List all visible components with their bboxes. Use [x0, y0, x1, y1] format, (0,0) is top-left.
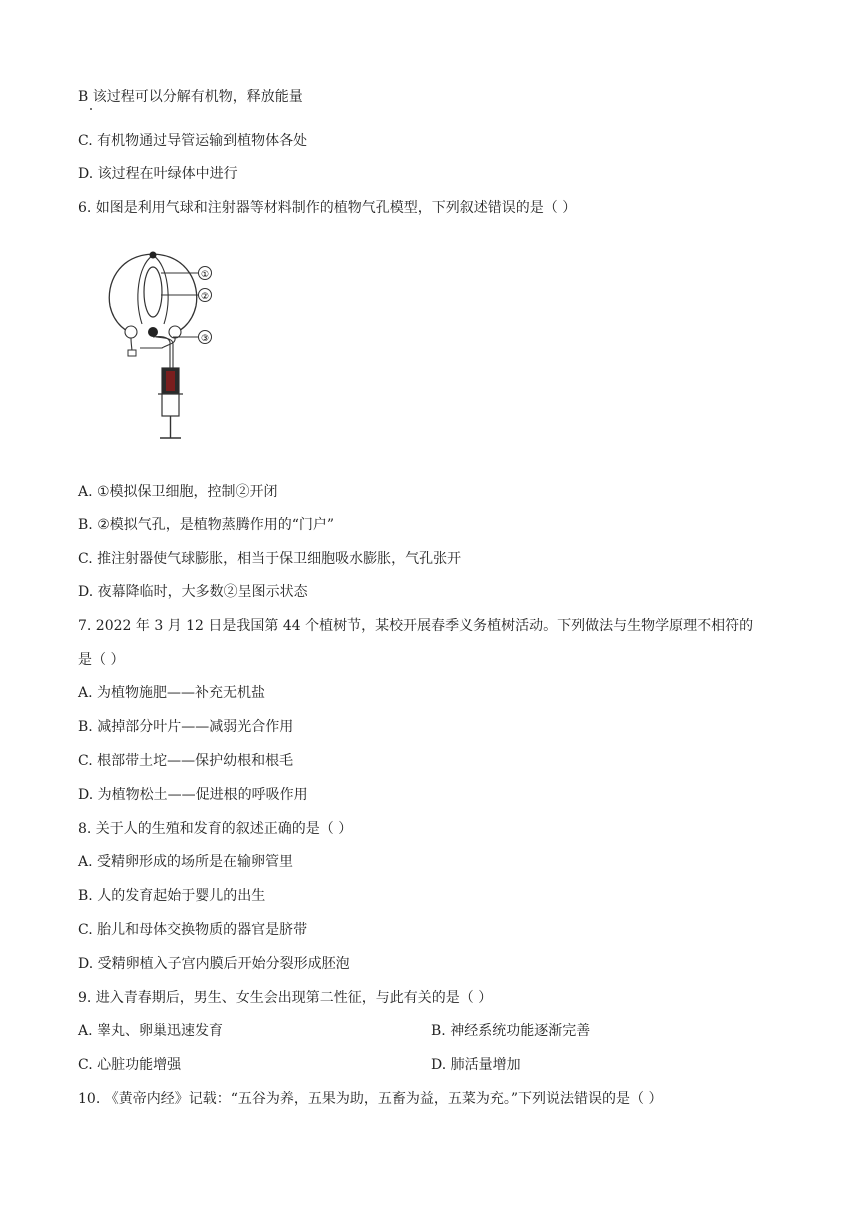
q7-stem-line1: 7. 2022 年 3 月 12 日是我国第 44 个植树节，某校开展春季义务植树活动。下列做法与生物学原理不相符的	[78, 618, 754, 634]
q5-option-c: C. 有机物通过导管运输到植物体各处	[78, 133, 308, 149]
q9-option-b: B. 神经系统功能逐渐完善	[431, 1023, 591, 1039]
q9-stem: 9. 进入青春期后，男生、女生会出现第二性征，与此有关的是（ ）	[78, 990, 493, 1006]
q8-option-d: D. 受精卵植入子宫内膜后开始分裂形成胚泡	[78, 956, 350, 972]
stomata-model-figure	[98, 244, 228, 444]
q6-option-c: C. 推注射器使气球膨胀，相当于保卫细胞吸水膨胀，气孔张开	[78, 551, 462, 567]
q5-option-d: D. 该过程在叶绿体中进行	[78, 166, 238, 182]
q5-option-b: B 该过程可以分解有机物，释放能量	[78, 89, 303, 105]
label-3: ③	[200, 334, 210, 344]
stray-dot	[90, 108, 92, 110]
q8-stem: 8. 关于人的生殖和发育的叙述正确的是（ ）	[78, 821, 353, 837]
q7-option-b: B. 减掉部分叶片——减弱光合作用	[78, 719, 294, 735]
q6-option-d: D. 夜幕降临时，大多数②呈图示状态	[78, 584, 308, 600]
q9-option-d: D. 肺活量增加	[431, 1057, 521, 1073]
q9-option-a: A. 睾丸、卵巢迅速发育	[78, 1023, 224, 1039]
q7-stem-line2: 是（ ）	[78, 652, 125, 668]
label-1: ①	[200, 270, 210, 280]
q7-option-c: C. 根部带土坨——保护幼根和根毛	[78, 753, 294, 769]
q7-option-d: D. 为植物松土——促进根的呼吸作用	[78, 787, 308, 803]
q7-option-a: A. 为植物施肥——补充无机盐	[78, 685, 266, 701]
q10-stem: 10. 《黄帝内经》记载：“五谷为养，五果为助，五畜为益，五菜为充。”下列说法错误的是（ ）	[78, 1091, 663, 1107]
q6-option-a: A. ①模拟保卫细胞，控制②开闭	[78, 484, 278, 500]
q6-stem: 6. 如图是利用气球和注射器等材料制作的植物气孔模型，下列叙述错误的是（ ）	[78, 200, 577, 216]
q8-option-b: B. 人的发育起始于婴儿的出生	[78, 888, 266, 904]
q6-option-b: B. ②模拟气孔，是植物蒸腾作用的“门户”	[78, 517, 335, 533]
label-2: ②	[200, 292, 210, 302]
q8-option-a: A. 受精卵形成的场所是在输卵管里	[78, 854, 294, 870]
q9-option-c: C. 心脏功能增强	[78, 1057, 182, 1073]
q8-option-c: C. 胎儿和母体交换物质的器官是脐带	[78, 922, 308, 938]
